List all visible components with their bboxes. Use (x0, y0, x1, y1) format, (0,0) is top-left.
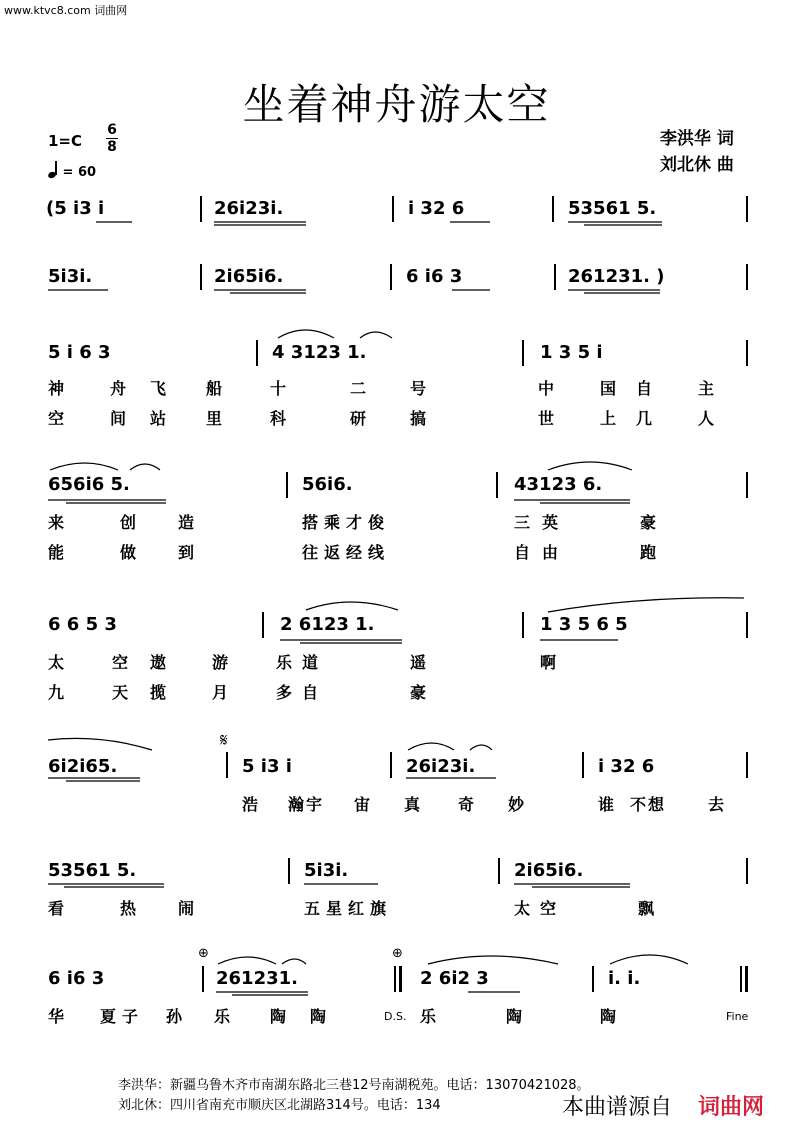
measure: 5 i 6 3 (48, 342, 111, 363)
lyric: 能 (48, 543, 65, 562)
lyric: 多自 (276, 683, 329, 702)
lyric: 遥 (410, 653, 427, 672)
lyric: 谁 (598, 795, 615, 814)
source-banner-text: 本曲谱源自 (562, 1095, 673, 1120)
lyric: 热 (120, 899, 137, 918)
lyric: 瀚宇 (288, 795, 325, 814)
lyric: 空 (112, 653, 129, 672)
measure: 53561 5. (48, 860, 137, 881)
lyric: 奇 (458, 795, 475, 814)
lyric: 不想 (630, 795, 667, 814)
lyric: 人 (698, 409, 715, 428)
measure: 5i3i. (48, 266, 93, 287)
lyric: 浩 (242, 795, 259, 814)
lyric: 世 (538, 409, 555, 428)
lyric: 遨 (150, 653, 167, 672)
lyric: 闹 (178, 899, 195, 918)
lyricist-credit: 李洪华 词 (660, 129, 734, 149)
lyric: 上 (600, 409, 617, 428)
measure: 261231. ) (568, 266, 665, 287)
lyric: 三英 (514, 513, 571, 532)
lyric: 乐道 (276, 653, 329, 672)
site-watermark: www.ktvc8.com 词曲网 (4, 4, 128, 17)
slur (408, 743, 454, 750)
lyric: 夏子 (100, 1007, 145, 1026)
measure: 2 6123 1. (280, 614, 375, 635)
measure: 656i6 5. (48, 474, 130, 495)
lyric: 二 (350, 379, 367, 398)
slur (548, 598, 744, 612)
segno-icon: 𝄋 (220, 730, 228, 751)
lyric: 看 (48, 899, 65, 918)
lyric: 乐 (420, 1007, 437, 1026)
measure: 56i6. (302, 474, 353, 495)
slur (428, 956, 558, 964)
coda-icon: ⊕ (198, 946, 209, 961)
measure: i 32 6 (408, 198, 465, 219)
slur (282, 959, 306, 964)
measure: 53561 5. (568, 198, 657, 219)
measure: i 32 6 (598, 756, 655, 777)
lyric: 搞 (410, 409, 427, 428)
tempo-text: = 60 (62, 165, 97, 180)
lyric: 妙 (508, 795, 525, 814)
lyric: 五星红旗 (304, 899, 393, 918)
time-denominator: 8 (107, 139, 117, 155)
lyric: 做 (120, 543, 137, 562)
measure: 5i3i. (304, 860, 349, 881)
lyric: 间 (110, 409, 127, 428)
lyric: 华 (48, 1007, 65, 1026)
measure: 1 3 5 6 5 (540, 614, 628, 635)
measure: 26i23i. (406, 756, 476, 777)
lyric: 空 (48, 409, 65, 428)
lyric: 国 (600, 379, 617, 398)
lyric: 游 (212, 653, 229, 672)
lyric: 豪 (640, 513, 657, 532)
lyric: 去 (708, 795, 725, 814)
footer-contact-1: 李洪华：新疆乌鲁木齐市南湖东路北三巷12号南湖税苑。电话：13070421028。 (118, 1078, 590, 1093)
lyric: 搭乘才俊 (302, 513, 391, 532)
measure: 6i2i65. (48, 756, 118, 777)
measure: 261231. (216, 968, 298, 989)
lyric: 太空 (514, 899, 567, 918)
slur (50, 463, 118, 470)
lyric: 站 (150, 409, 167, 428)
slur (306, 602, 398, 610)
lyric: 豪 (410, 683, 427, 702)
measure: i. i. (608, 968, 641, 989)
lyric: 飘 (638, 899, 655, 918)
lyric: 真 (404, 795, 421, 814)
lyric: 科 (270, 409, 287, 428)
song-title: 坐着神舟游太空 (242, 80, 551, 129)
lyric: 中 (538, 379, 555, 398)
time-numerator: 6 (107, 122, 117, 138)
lyric: 研 (350, 409, 367, 428)
coda-icon: ⊕ (392, 946, 403, 961)
lyric: 跑 (640, 543, 657, 562)
measure: 1 3 5 i (540, 342, 603, 363)
slur (130, 464, 160, 470)
fine-marker: Fine (726, 1010, 749, 1023)
lyric: 九 (48, 683, 65, 702)
lyric: 孙 (166, 1007, 183, 1026)
measure: 2i65i6. (514, 860, 584, 881)
lyric: 造 (178, 513, 195, 532)
slur (470, 745, 492, 750)
lyric: 陶 (310, 1007, 327, 1026)
lyric: 舟 (110, 379, 127, 398)
lyric: 天 (112, 683, 129, 702)
lyric: 月 (212, 683, 229, 702)
lyric: 陶 (270, 1007, 287, 1026)
lyric: 啊 (540, 653, 557, 672)
site-logo[interactable]: 词曲网 (698, 1095, 765, 1120)
lyric: 船 (206, 379, 223, 398)
lyric: 陶 (506, 1007, 523, 1026)
lyric: 几 (636, 409, 653, 428)
key-signature: 1=C (48, 132, 83, 150)
lyric: 自由 (514, 543, 571, 562)
lyric: 主 (698, 379, 715, 398)
lyric: 号 (410, 379, 427, 398)
slur (610, 955, 688, 964)
lyric: 太 (48, 653, 65, 672)
slur (548, 462, 632, 470)
lyric: 创 (120, 513, 137, 532)
lyric: 十 (270, 379, 287, 398)
measure: 6 6 5 3 (48, 614, 117, 635)
measure: 4 3123 1. (272, 342, 367, 363)
slur (48, 738, 152, 750)
lyric: 到 (178, 543, 195, 562)
lyric: 揽 (150, 683, 167, 702)
measure: 6 i6 3 (48, 968, 105, 989)
lyric: 里 (206, 409, 223, 428)
lyric: 宙 (354, 795, 371, 814)
measure: 5 i3 i (242, 756, 292, 777)
lyric: 乐 (214, 1007, 231, 1026)
slur (278, 330, 334, 338)
lyric: 神 (48, 379, 65, 398)
measure: 43123 6. (514, 474, 603, 495)
lyric: 飞 (150, 379, 167, 398)
ds-marker: D.S. (384, 1010, 407, 1023)
composer-credit: 刘北休 曲 (660, 155, 734, 175)
measure: (5 i3 i (46, 198, 105, 219)
lyric: 往返经线 (302, 543, 391, 562)
measure: 2i65i6. (214, 266, 284, 287)
measure: 2 6i2 3 (420, 968, 489, 989)
measure: 26i23i. (214, 198, 284, 219)
measure: 6 i6 3 (406, 266, 463, 287)
lyric: 陶 (600, 1007, 617, 1026)
slur (360, 332, 392, 338)
lyric: 自 (636, 379, 653, 398)
footer-contact-2: 刘北休：四川省南充市顺庆区北湖路314号。电话：134 (118, 1098, 441, 1113)
slur (218, 957, 276, 964)
lyric: 来 (48, 513, 65, 532)
